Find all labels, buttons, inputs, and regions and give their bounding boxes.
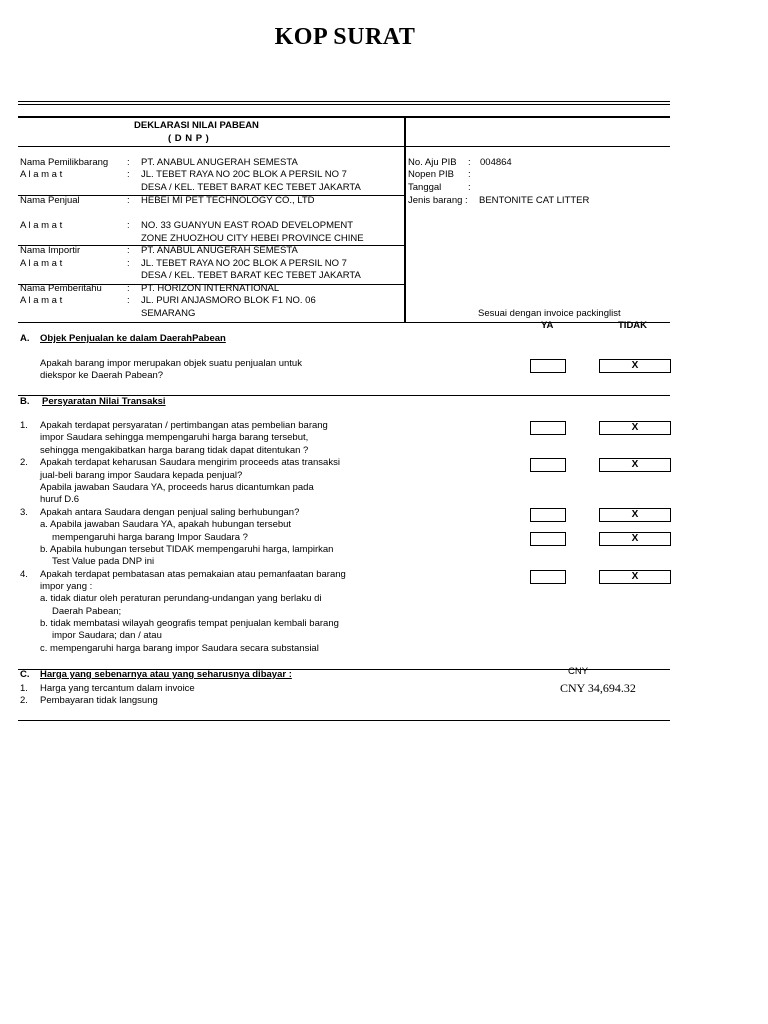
section-c-currency: CNY [568,666,589,677]
colon: : [127,283,130,294]
pemilik-alamat-label: A l a m a t [20,169,63,180]
b4-line2: impor yang : [40,581,93,592]
b4-line4: Daerah Pabean; [52,606,122,617]
b4-line3: a. tidak diatur oleh peraturan perundang-undangan yang berlaku di [40,593,322,604]
b4-line5: b. tidak membatasi wilayah geografis tempat penjualan kembali barang [40,618,339,629]
section-a-title: Objek Penjualan ke dalam DaerahPabean [40,333,226,344]
importir-alamat-1: JL. TEBET RAYA NO 20C BLOK A PERSIL NO 7 [141,258,347,269]
b4-line1: Apakah terdapat pembatasan atas pemakaian atau pemanfaatan barang [40,569,346,580]
c1-invoice-value: CNY 34,694.32 [560,681,636,695]
colon: : [468,169,471,180]
letterhead-title: KOP SURAT [274,24,416,50]
section-c-title: Harga yang sebenarnya atau yang seharusnya dibayar : [40,669,292,680]
b3-ya-checkbox[interactable] [530,508,566,522]
colon: : [127,295,130,306]
b3a-tidak-checkbox[interactable]: X [599,532,671,546]
importir-alamat-label: A l a m a t [20,258,63,269]
colon: : [468,157,471,168]
b2-ya-checkbox[interactable] [530,458,566,472]
b3-tidak-checkbox[interactable]: X [599,508,671,522]
b3a-ya-checkbox[interactable] [530,532,566,546]
penjual-value: HEBEI MI PET TECHNOLOGY CO., LTD [141,195,315,206]
b3-line4: b. Apabila hubungan tersebut TIDAK mempengaruhi harga, lampirkan [40,544,334,555]
b4-line7: c. mempengaruhi harga barang impor Saudara secara substansial [40,643,319,654]
jenis-barang-label: Jenis barang : [408,195,468,206]
penjual-alamat-label: A l a m a t [20,220,63,231]
pemberitahu-alamat-2: SEMARANG [141,308,196,319]
section-b-title: Persyaratan Nilai Transaksi [42,396,166,407]
aju-pib-value: 004864 [480,157,512,168]
pemilik-label: Nama Pemilikbarang [20,157,109,168]
b4-tidak-checkbox[interactable]: X [599,570,671,584]
importir-value: PT. ANABUL ANUGERAH SEMESTA [141,245,298,256]
c2-label: Pembayaran tidak langsung [40,695,158,706]
colon: : [127,195,130,206]
pemilik-alamat-2: DESA / KEL. TEBET BARAT KEC TEBET JAKARTA [141,182,361,193]
header-bottom-border [18,146,670,147]
b3-line3: mempengaruhi harga barang Impor Saudara ? [52,532,248,543]
section-a-q1-line2: diekspor ke Daerah Pabean? [40,370,164,381]
section-b-letter: B. [20,396,30,407]
aju-pib-label: No. Aju PIB [408,157,457,168]
section-a-top-border [18,322,670,323]
nopen-pib-label: Nopen PIB [408,169,454,180]
form-divider-vertical [404,117,406,323]
pemberitahu-value: PT. HORIZON INTERNATIONAL [141,283,280,294]
b2-line3: Apabila jawaban Saudara YA, proceeds harus dicantumkan pada [40,482,314,493]
b4-line6: impor Saudara; dan / atau [52,630,162,641]
b1-line2: impor Saudara sehingga mempengaruhi harga barang tersebut, [40,432,309,443]
b2-line4: huruf D.6 [40,494,80,505]
importir-alamat-2: DESA / KEL. TEBET BARAT KEC TEBET JAKARTA [141,270,361,281]
pemilik-value: PT. ANABUL ANUGERAH SEMESTA [141,157,298,168]
penjual-alamat-1: NO. 33 GUANYUN EAST ROAD DEVELOPMENT [141,220,354,231]
section-a-letter: A. [20,333,30,344]
b2-number: 2. [20,457,28,468]
b3-line1: Apakah antara Saudara dengan penjual saling berhubungan? [40,507,300,518]
b1-ya-checkbox[interactable] [530,421,566,435]
top-rule-1 [18,101,670,102]
colon: : [127,258,130,269]
form-subtitle: ( D N P ) [168,133,210,144]
pemilik-alamat-1: JL. TEBET RAYA NO 20C BLOK A PERSIL NO 7 [141,169,347,180]
colon: : [468,182,471,193]
section-c-letter: C. [20,669,30,680]
form-title: DEKLARASI NILAI PABEAN [134,120,259,131]
c2-number: 2. [20,695,28,706]
b1-line1: Apakah terdapat persyaratan / pertimbangan atas pembelian barang [40,420,328,431]
section-a-q1-line1: Apakah barang impor merupakan objek suatu penjualan untuk [40,358,302,369]
colon: : [127,169,130,180]
colon: : [127,245,130,256]
importir-label: Nama Importir [20,245,81,256]
a1-tidak-checkbox[interactable]: X [599,359,671,373]
b2-line2: jual-beli barang impor Saudara kepada penjual? [40,470,243,481]
form-bottom-border [18,720,670,721]
b1-number: 1. [20,420,28,431]
column-ya: YA [541,320,554,331]
column-tidak: TIDAK [618,320,648,331]
penjual-alamat-2: ZONE ZHUOZHOU CITY HEBEI PROVINCE CHINE [141,233,364,244]
b1-tidak-checkbox[interactable]: X [599,421,671,435]
top-rule-2 [18,104,670,105]
b3-line5: Test Value pada DNP ini [52,556,155,567]
pemberitahu-alamat-1: JL. PURI ANJASMORO BLOK F1 NO. 06 [141,295,316,306]
b4-number: 4. [20,569,28,580]
b3-number: 3. [20,507,28,518]
c1-number: 1. [20,683,28,694]
form-top-border [18,116,670,118]
b1-line3: sehingga mengakibatkan harga barang tidak dapat ditentukan ? [40,445,309,456]
colon: : [127,220,130,231]
c1-label: Harga yang tercantum dalam invoice [40,683,195,694]
b2-tidak-checkbox[interactable]: X [599,458,671,472]
pemberitahu-label: Nama Pemberitahu [20,283,102,294]
tanggal-label: Tanggal [408,182,442,193]
b4-ya-checkbox[interactable] [530,570,566,584]
pemberitahu-alamat-label: A l a m a t [20,295,63,306]
a1-ya-checkbox[interactable] [530,359,566,373]
b2-line1: Apakah terdapat keharusan Saudara mengirim proceeds atas transaksi [40,457,340,468]
penjual-label: Nama Penjual [20,195,80,206]
b3-line2: a. Apabila jawaban Saudara YA, apakah hubungan tersebut [40,519,292,530]
jenis-barang-value: BENTONITE CAT LITTER [479,195,590,206]
invoice-note: Sesuai dengan invoice packinglist [478,308,621,319]
colon: : [127,157,130,168]
